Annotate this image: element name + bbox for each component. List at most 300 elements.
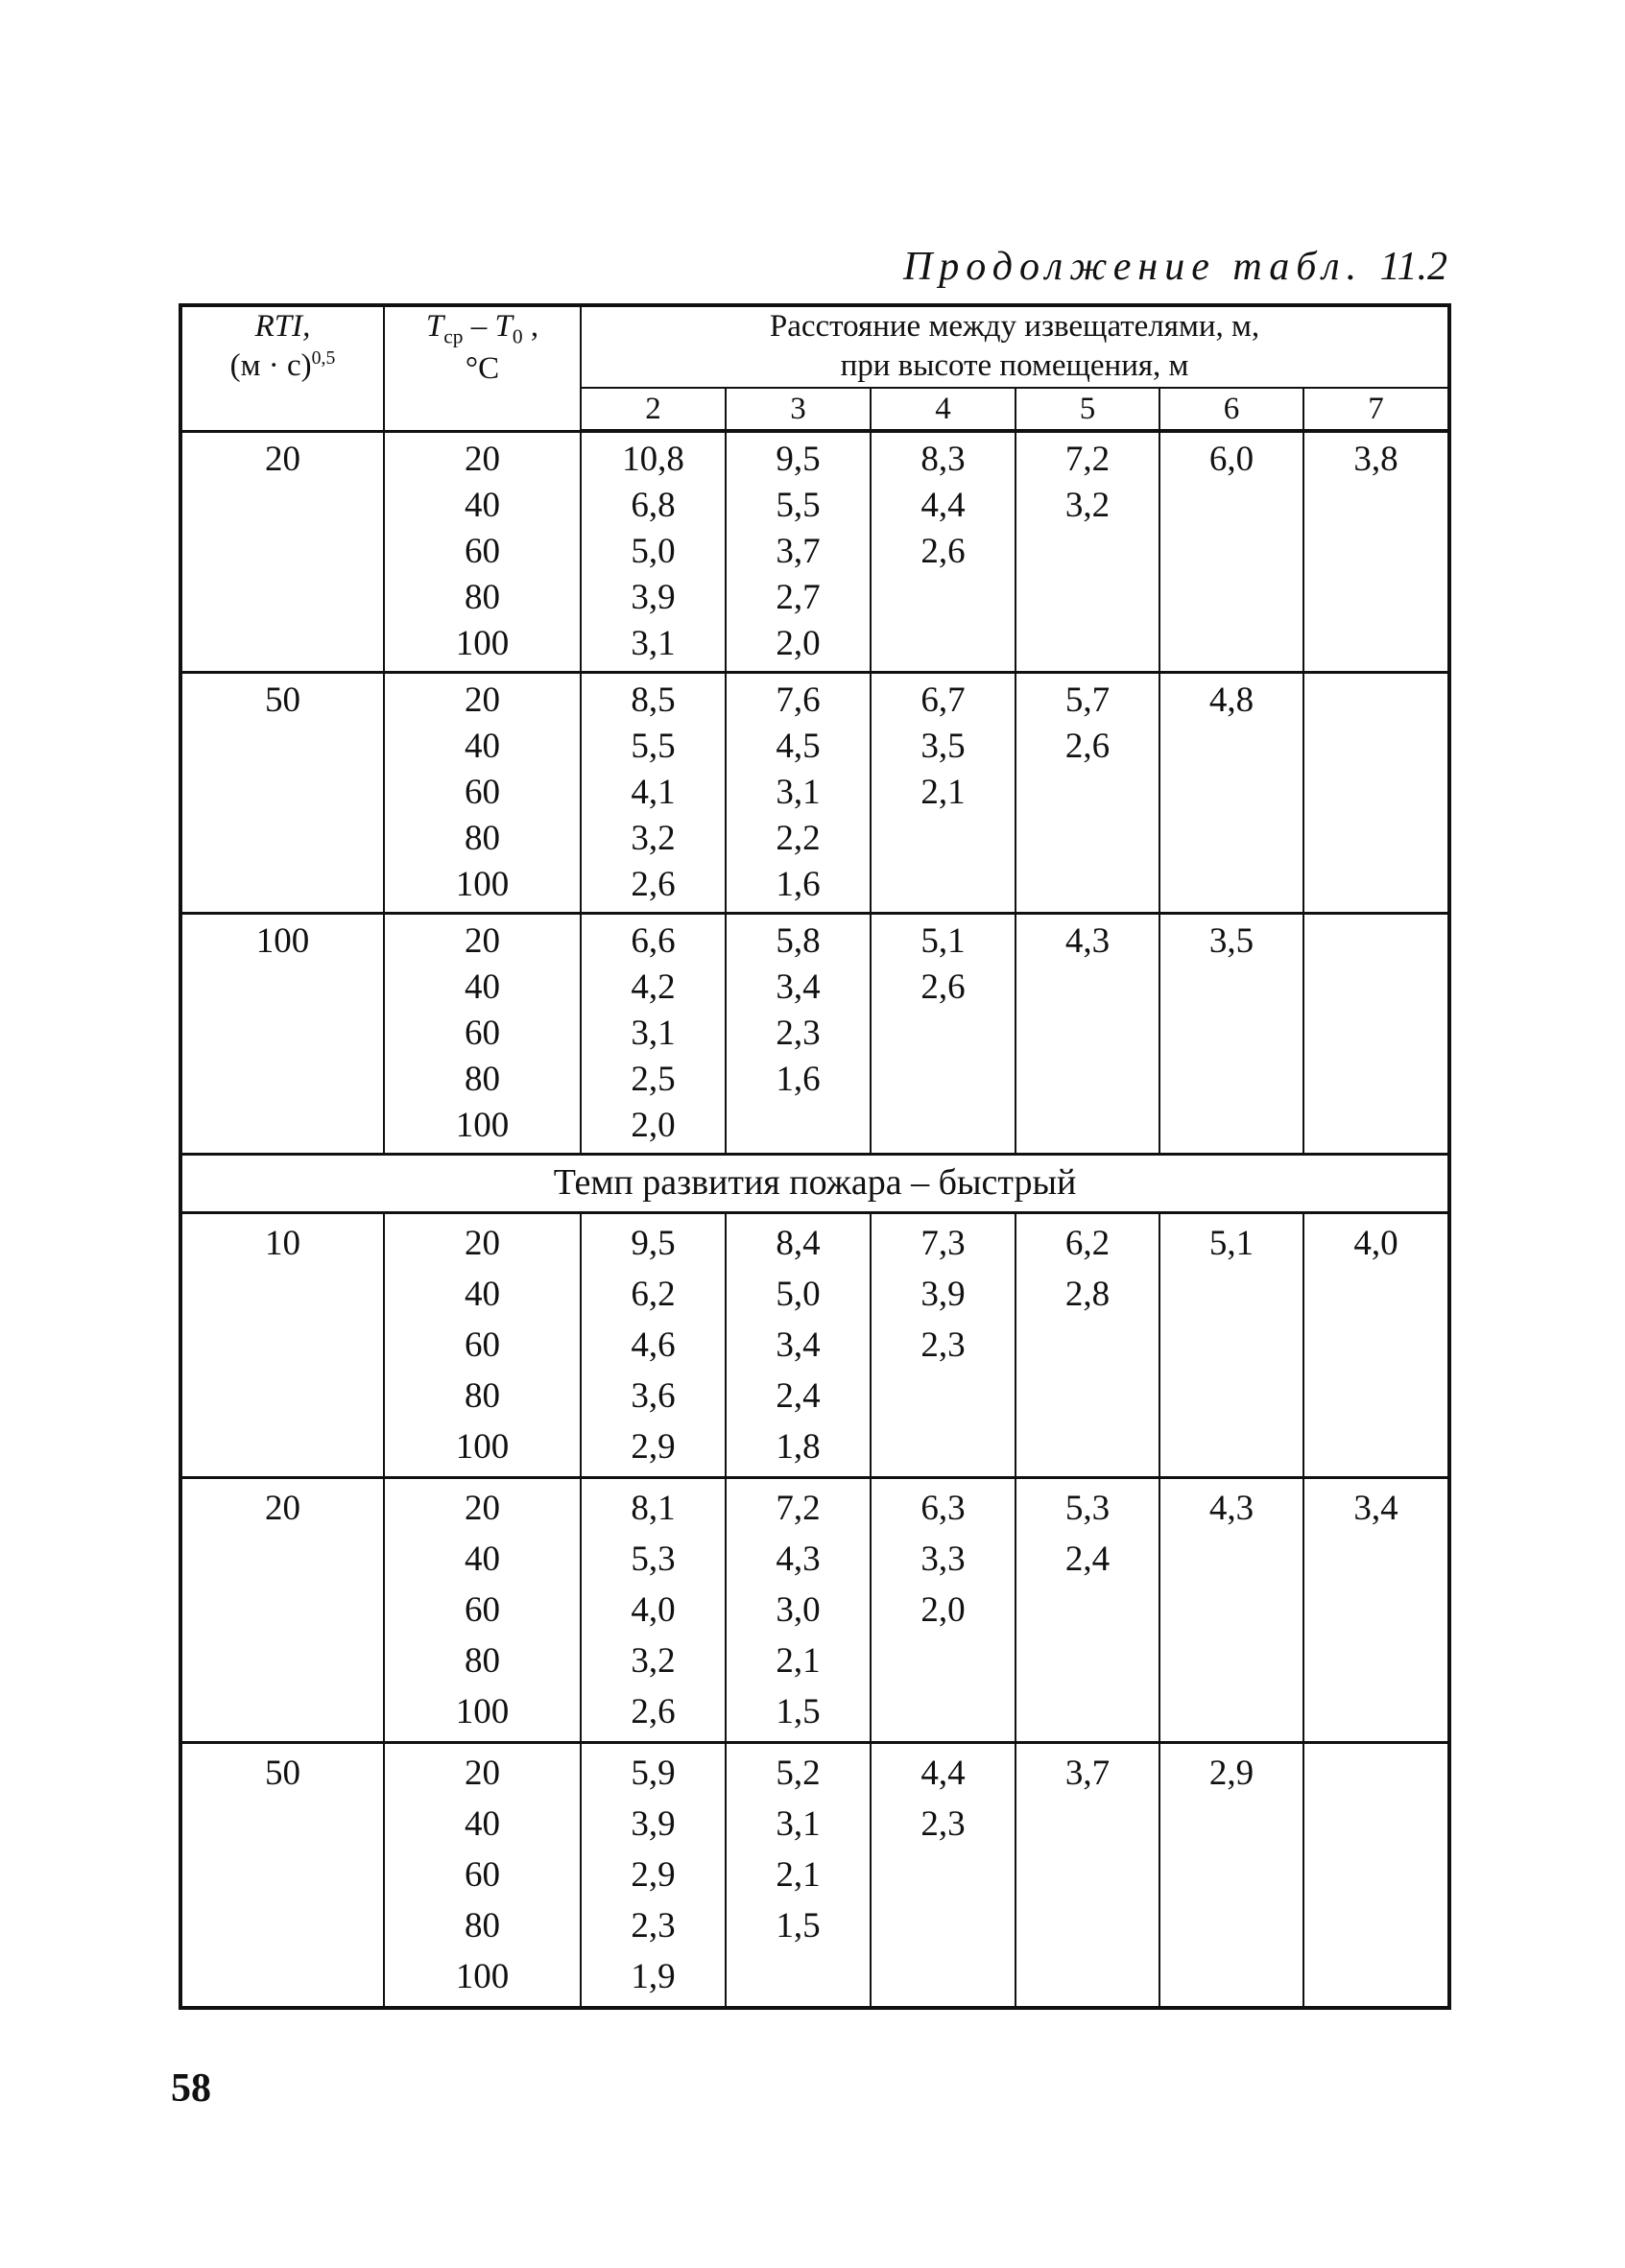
distance-value [1168,529,1295,575]
distance-value: 2,0 [631,1106,676,1146]
distance-value: 2,3 [631,1905,676,1946]
distance-value: 2,6 [920,967,966,1008]
distance-cell [581,673,726,914]
distance-value [1312,1057,1440,1103]
distance-value: 1,8 [776,1426,821,1467]
distance-value: 5,9 [631,1753,676,1793]
distance-cell [1303,1477,1449,1742]
table-row [180,1742,1449,2008]
distance-value [1168,1269,1295,1320]
distance-value [1024,1103,1151,1149]
distance-cell [1159,673,1303,914]
page-number: 58 [171,2066,211,2111]
temperature-value: 40 [465,727,500,767]
distance-value [1312,1269,1440,1320]
temperature-value: 100 [455,865,510,905]
distance-value: 3,9 [631,578,676,618]
distance-value [1312,1320,1440,1371]
distance-value [1168,1103,1295,1149]
distance-value: 2,3 [920,1325,966,1365]
temperature-value: 20 [465,1753,500,1793]
distance-cell [1159,1212,1303,1477]
distance-value [1024,1951,1151,2002]
detector-spacing-table [179,303,1451,2010]
distance-value: 5,0 [631,532,676,572]
distance-value [1168,965,1295,1011]
header-distance [581,305,1449,388]
header-height: 4 [871,388,1016,432]
header-temp-sub-cp: ср [443,324,464,348]
distance-value: 2,2 [776,819,821,859]
distance-value: 2,6 [631,865,676,905]
rti-value: 50 [265,680,300,721]
distance-cell [581,1742,726,2008]
temperature-cell [384,1477,581,1742]
distance-value [1312,862,1440,908]
distance-value: 5,3 [631,1539,676,1579]
distance-value: 6,3 [920,1488,966,1528]
distance-value [879,1421,1007,1472]
distance-value: 5,3 [1064,1488,1111,1528]
distance-cell [1016,1477,1159,1742]
header-height: 5 [1016,388,1159,432]
distance-cell [726,431,871,673]
distance-cell [1016,1212,1159,1477]
header-height: 2 [581,388,726,432]
rti-value: 10 [265,1223,300,1263]
distance-value: 1,5 [776,1905,821,1946]
table-caption [806,244,1447,290]
distance-value [1312,1686,1440,1737]
distance-value: 5,5 [776,486,821,526]
distance-value: 4,5 [776,727,821,767]
distance-value: 4,0 [631,1589,676,1630]
distance-value [734,1951,862,2002]
distance-value [1312,816,1440,862]
distance-value: 2,7 [776,578,821,618]
caption-text: Продолжение табл. [902,245,1364,289]
distance-value [1312,575,1440,621]
distance-value: 7,2 [776,1488,821,1528]
temperature-value: 60 [465,773,500,813]
temperature-value: 80 [465,819,500,859]
distance-value: 10,8 [622,440,684,480]
distance-value [1168,1421,1295,1472]
distance-cell [581,914,726,1155]
rti-cell [180,1212,384,1477]
rti-group [180,914,1449,1155]
distance-value [879,1635,1007,1686]
distance-value [1168,1534,1295,1585]
distance-value: 3,4 [776,1325,821,1365]
temperature-value: 80 [465,577,500,617]
distance-value: 6,2 [631,1274,676,1314]
distance-value [879,575,1007,621]
distance-cell [1303,1742,1449,2008]
distance-value: 3,0 [776,1589,821,1630]
distance-value: 2,0 [776,624,821,664]
table-row [180,1212,1449,1477]
distance-value [1168,1635,1295,1686]
distance-value: 4,3 [1208,1488,1255,1528]
temperature-value: 100 [455,1691,510,1731]
distance-value [879,816,1007,862]
distance-cell [871,431,1016,673]
distance-value [1024,621,1151,667]
distance-value: 2,9 [631,1854,676,1895]
distance-value [1024,529,1151,575]
temperature-value: 20 [465,1488,500,1528]
temperature-value: 20 [465,1223,500,1263]
distance-value: 2,8 [1064,1274,1111,1314]
distance-value: 2,4 [776,1375,821,1416]
header-temp-unit: °C [465,351,500,387]
distance-value [734,1103,862,1149]
distance-value: 3,9 [920,1274,966,1314]
distance-value: 4,1 [631,773,676,813]
distance-value: 6,2 [1064,1223,1111,1263]
distance-cell [871,1477,1016,1742]
temperature-cell [384,1742,581,2008]
distance-value [1312,1421,1440,1472]
header-temp-comma: , [522,309,539,344]
header-rti-unit: (м · с) [229,348,312,384]
distance-value [1024,575,1151,621]
distance-value [879,1103,1007,1149]
temperature-value: 100 [455,1106,510,1146]
table-row [180,431,1449,673]
header-temp-minus: – T [463,309,513,344]
distance-value: 5,8 [776,921,821,962]
distance-value [1168,483,1295,529]
distance-value: 3,3 [920,1539,966,1579]
distance-value [1024,1686,1151,1737]
rti-cell [180,673,384,914]
section-row [180,1155,1449,1212]
distance-value [879,1686,1007,1737]
header-temp-sub-0: 0 [512,324,523,348]
header-height: 7 [1303,388,1449,432]
rti-group [180,1742,1449,2008]
temperature-value: 40 [465,1803,500,1844]
distance-value [1312,965,1440,1011]
distance-value [1312,1371,1440,1421]
distance-value [1168,724,1295,770]
distance-value: 7,6 [776,680,821,721]
distance-cell [1303,431,1449,673]
distance-cell [1303,1212,1449,1477]
distance-value: 3,2 [1064,486,1111,526]
distance-value [1312,678,1440,724]
distance-value: 6,8 [631,486,676,526]
distance-cell [1016,673,1159,914]
distance-cell [871,673,1016,914]
distance-cell [726,1212,871,1477]
distance-value: 5,1 [1208,1223,1255,1263]
distance-value: 3,1 [776,773,821,813]
distance-value: 2,5 [631,1060,676,1100]
distance-value [1024,770,1151,816]
header-rti [180,305,384,431]
table-row [180,914,1449,1155]
distance-value [1312,1534,1440,1585]
distance-value [1168,1585,1295,1635]
distance-value: 4,3 [1064,921,1111,962]
caption-number: 11.2 [1379,245,1447,289]
rti-cell [180,431,384,673]
header-height: 6 [1159,388,1303,432]
distance-value [1024,816,1151,862]
distance-value: 8,5 [631,680,676,721]
distance-value: 4,2 [631,967,676,1008]
distance-value: 3,9 [631,1803,676,1844]
distance-value [1312,1585,1440,1635]
distance-value: 8,3 [920,440,966,480]
distance-value [879,1371,1007,1421]
distance-value [1024,1421,1151,1472]
temperature-value: 40 [465,967,500,1008]
distance-value: 6,0 [1208,440,1255,480]
temperature-value: 100 [455,1426,510,1467]
distance-value: 9,5 [776,440,821,480]
distance-value: 1,6 [776,1060,821,1100]
distance-value: 3,4 [776,967,821,1008]
distance-value [1168,770,1295,816]
header-rti-line1: RTI, [254,309,311,344]
distance-cell [1016,914,1159,1155]
distance-cell [1016,1742,1159,2008]
distance-value: 3,7 [776,532,821,572]
distance-value [1312,1951,1440,2002]
distance-value: 1,9 [631,1956,676,1996]
distance-cell [1159,1477,1303,1742]
temperature-value: 80 [465,1640,500,1681]
rti-value: 50 [265,1753,300,1793]
distance-cell [1159,431,1303,673]
rti-group [180,1212,1449,1477]
distance-value: 2,3 [920,1803,966,1844]
distance-value: 1,5 [776,1691,821,1731]
distance-cell [871,914,1016,1155]
distance-value: 3,5 [920,727,966,767]
distance-value: 6,7 [920,680,966,721]
rti-value: 20 [265,439,300,479]
distance-value: 3,8 [1353,440,1398,480]
distance-value [1168,1799,1295,1850]
header-height: 3 [726,388,871,432]
distance-cell [1159,914,1303,1155]
table-header [180,305,1449,431]
distance-cell [1303,673,1449,914]
distance-value: 9,5 [631,1223,676,1263]
distance-value [1024,862,1151,908]
temperature-value: 20 [465,439,500,479]
header-temp-T: T [425,309,444,344]
temperature-value: 60 [465,531,500,571]
section-title: Темп развития пожара – быстрый [180,1155,1449,1212]
rti-cell [180,1477,384,1742]
distance-cell [726,1477,871,1742]
distance-value [879,1011,1007,1057]
temperature-value: 20 [465,921,500,962]
distance-value [1312,621,1440,667]
temperature-cell [384,914,581,1155]
distance-cell [581,431,726,673]
distance-value [879,621,1007,667]
temperature-value: 80 [465,1375,500,1416]
distance-value [1168,1900,1295,1951]
distance-value: 4,8 [1208,680,1255,721]
temperature-value: 100 [455,1956,510,1996]
distance-value [1312,1103,1440,1149]
distance-value: 2,1 [776,1854,821,1895]
distance-value [1312,1799,1440,1850]
header-distance-line1: Расстояние между извещателями, м, [769,309,1260,344]
distance-value [1168,1320,1295,1371]
distance-value: 7,3 [920,1223,966,1263]
distance-cell [726,673,871,914]
distance-value: 2,0 [920,1589,966,1630]
distance-value [879,862,1007,908]
distance-value: 5,5 [631,727,676,767]
distance-value [1168,621,1295,667]
distance-value: 2,4 [1064,1539,1111,1579]
temperature-value: 20 [465,680,500,721]
rti-cell [180,914,384,1155]
temperature-value: 40 [465,1274,500,1314]
distance-cell [871,1212,1016,1477]
temperature-value: 40 [465,485,500,525]
distance-value: 3,5 [1208,921,1255,962]
distance-cell [871,1742,1016,2008]
header-temperature [384,305,581,431]
distance-value [879,1850,1007,1900]
distance-value: 3,4 [1353,1488,1398,1528]
table-row [180,1477,1449,1742]
section-title-row [180,1155,1449,1212]
distance-value [1024,965,1151,1011]
distance-value [1312,1748,1440,1799]
distance-value [1312,529,1440,575]
distance-value [1024,1799,1151,1850]
distance-value [1168,1371,1295,1421]
distance-value [1312,724,1440,770]
distance-value: 2,9 [1208,1753,1255,1793]
temperature-value: 60 [465,1854,500,1895]
temperature-value: 60 [465,1014,500,1054]
distance-value: 2,3 [776,1014,821,1054]
distance-value: 5,1 [920,921,966,962]
distance-value: 2,9 [631,1426,676,1467]
distance-value: 2,6 [1064,727,1111,767]
rti-value: 100 [255,921,310,962]
distance-cell [1016,431,1159,673]
distance-value: 6,6 [631,921,676,962]
distance-value [879,1057,1007,1103]
distance-value: 8,4 [776,1223,821,1263]
header-distance-line2: при высоте помещения, м [840,348,1189,384]
distance-value [1024,1585,1151,1635]
distance-value [1168,862,1295,908]
distance-value [1168,575,1295,621]
distance-value: 5,7 [1064,680,1111,721]
distance-value [879,1951,1007,2002]
distance-cell [1303,914,1449,1155]
distance-cell [726,914,871,1155]
distance-value: 3,1 [631,1014,676,1054]
distance-cell [581,1212,726,1477]
distance-cell [1159,1742,1303,2008]
distance-value: 7,2 [1064,440,1111,480]
distance-value: 2,6 [631,1691,676,1731]
distance-cell [581,1477,726,1742]
rti-group [180,1477,1449,1742]
distance-value [1312,1900,1440,1951]
rti-cell [180,1742,384,2008]
distance-value: 4,4 [920,486,966,526]
distance-value [1312,1635,1440,1686]
distance-value: 3,1 [776,1803,821,1844]
distance-value: 4,0 [1353,1223,1398,1263]
distance-value: 3,7 [1064,1753,1111,1793]
distance-value [1024,1371,1151,1421]
temperature-value: 80 [465,1060,500,1100]
distance-value [1312,919,1440,965]
rti-value: 20 [265,1488,300,1528]
distance-value [1168,1057,1295,1103]
distance-value: 4,4 [920,1753,966,1793]
distance-value: 8,1 [631,1488,676,1528]
distance-value: 5,0 [776,1274,821,1314]
distance-value [1168,1686,1295,1737]
distance-value [1312,1011,1440,1057]
temperature-value: 60 [465,1325,500,1365]
distance-value [1312,770,1440,816]
distance-value [1312,1850,1440,1900]
distance-value [1168,1011,1295,1057]
distance-value [1024,1057,1151,1103]
distance-cell [726,1742,871,2008]
distance-value [1312,483,1440,529]
distance-value: 2,1 [920,773,966,813]
distance-value [879,1900,1007,1951]
distance-value [1024,1850,1151,1900]
temperature-value: 40 [465,1539,500,1579]
distance-value: 2,1 [776,1640,821,1681]
distance-value: 4,3 [776,1539,821,1579]
distance-value: 2,6 [920,532,966,572]
temperature-value: 100 [455,623,510,663]
header-rti-unit-exp: 0,5 [311,347,336,370]
temperature-cell [384,673,581,914]
distance-value: 3,1 [631,624,676,664]
temperature-cell [384,1212,581,1477]
distance-value: 3,6 [631,1375,676,1416]
distance-value [1024,1320,1151,1371]
table-row [180,673,1449,914]
distance-value: 1,6 [776,865,821,905]
rti-group [180,673,1449,914]
distance-value [1168,1850,1295,1900]
temperature-value: 60 [465,1589,500,1630]
temperature-cell [384,431,581,673]
distance-value [1168,816,1295,862]
distance-value: 3,2 [631,819,676,859]
distance-value: 5,2 [776,1753,821,1793]
rti-group [180,431,1449,673]
distance-value: 3,2 [631,1640,676,1681]
distance-value: 4,6 [631,1325,676,1365]
